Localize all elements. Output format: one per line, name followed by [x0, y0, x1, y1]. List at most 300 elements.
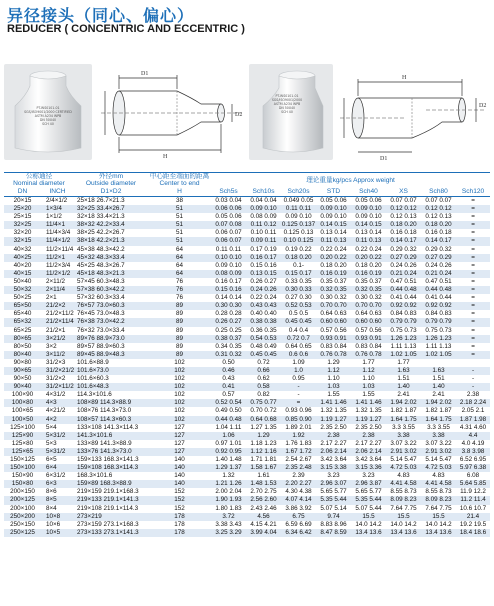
table-cell: 40×25 [4, 254, 41, 262]
table-cell: 102 [174, 391, 185, 399]
table-cell: 0.30 0.32 [355, 294, 382, 302]
table-cell: - [281, 383, 316, 391]
table-cell: 1.64 1.75 [386, 416, 421, 424]
table-cell: 11.2 11.4 [456, 496, 490, 504]
table-cell: 0.60 0.60 [351, 318, 386, 326]
table-cell: 76×57 73.0×60.3 [74, 302, 148, 310]
table-cell: 5.35 5.44 [351, 496, 386, 504]
table-cell: 0.14 0.17 [386, 237, 421, 245]
table-cell: 1.82 1.87 [425, 407, 452, 415]
table-cell: 89×57 88.9×60.3 [77, 342, 125, 350]
table-cell: 0.33 0.35 [285, 277, 312, 285]
table-cell: 0.24 0.26 [390, 261, 417, 269]
table-row [4, 237, 490, 245]
table-cell: 31/2×3 [46, 358, 66, 366]
table-cell: 1.19 1.27 [351, 416, 386, 424]
table-row [4, 278, 490, 286]
col-std: STD [316, 187, 351, 197]
table-cell: 32×15 [4, 237, 41, 245]
table-cell: 1.63 [421, 367, 456, 375]
table-cell: 0.03 0.04 [215, 197, 242, 204]
table-cell: 8.83 8.96 [320, 520, 347, 528]
col-sch10s: Sch10s [246, 187, 281, 197]
table-cell: 0.76 0.78 [351, 351, 386, 359]
table-cell: 0.40 0.40 [250, 310, 277, 318]
approx-weight-header: 理论重量kg/pcs Approx weight [211, 173, 490, 188]
table-cell: 250×150 [10, 520, 35, 528]
table-cell: 0.41 [211, 383, 246, 391]
table-cell: 0.18 0.20 [281, 254, 316, 262]
table-cell: 0.16 0.19 [316, 270, 351, 278]
table-cell: 0.30 0.33 [281, 286, 316, 294]
table-cell: 1.19 1.27 [316, 416, 351, 424]
table-cell: 0.22 0.24 [355, 245, 382, 253]
table-cell: 0.11 0.13 [316, 237, 351, 245]
table-cell: 2.17 2.27 [355, 439, 382, 447]
table-cell: 102 [174, 375, 185, 383]
table-cell: 0.09 0.10 [355, 213, 382, 221]
table-cell: 3.8 3.98 [456, 448, 490, 456]
table-row [4, 399, 490, 407]
photo-marking: ASTM A234 WPB [34, 114, 62, 118]
table-cell: 219×108 219.1×114.3 [77, 504, 139, 512]
table-cell: 0.84 0.83 [425, 310, 452, 318]
table-cell: 0.64 0.65 [285, 342, 312, 350]
table-cell: = [471, 326, 475, 334]
table-cell: 1.67 1.72 [281, 448, 316, 456]
table-cell: 1.63 [386, 367, 421, 375]
table-cell: 1.55 [327, 391, 340, 399]
table-cell: 1.55 [362, 391, 375, 399]
table-cell: 159×133 168.3×141.3 [77, 456, 139, 463]
table-cell: 3.15 3.36 [351, 464, 386, 472]
table-cell: 125×65 [4, 448, 41, 456]
table-cell: 0.10 0.125 [281, 237, 316, 245]
table-cell: 6×31/2 [46, 472, 66, 480]
photo-marking: SGS/ISO9001/2000 [271, 98, 303, 102]
table-cell: 0.30 0.32 [320, 294, 347, 302]
table-cell: 90×50 [13, 375, 32, 383]
table-cell: 1×3/4 [41, 205, 74, 213]
table-cell: 0.93 0.96 [285, 407, 312, 415]
table-cell: 0.64 0.63 [355, 310, 382, 318]
table-cell: 32×25 33.4×26.7 [74, 205, 148, 213]
reducer-dimensions-table [4, 172, 490, 537]
table-cell: 89 [176, 326, 184, 334]
table-cell: 0.52 0.54 [211, 399, 246, 407]
table-cell: 0.60 0.60 [316, 318, 351, 326]
table-cell: 102 [148, 416, 211, 424]
col-dn: DN [4, 187, 41, 197]
table-cell: 21.4 [456, 513, 490, 521]
table-cell: 8.55 8.73 [390, 488, 417, 496]
table-cell: 1.0 [281, 367, 316, 375]
table-cell: 31/2×11/2 [41, 383, 74, 391]
table-cell: 3.23 [362, 472, 375, 480]
table-cell: 0.07 0.07 [425, 197, 452, 204]
table-cell: 3.42 3.64 [355, 456, 382, 463]
table-cell: 80×40 [4, 351, 41, 359]
table-cell: 2.56 2.60 [246, 496, 281, 504]
table-row [4, 246, 490, 254]
table-row [4, 472, 490, 480]
table-cell: 141.3×101.6 [74, 432, 148, 440]
table-cell: 10.6 10.7 [459, 504, 487, 512]
col-sch120: Sch120 [456, 187, 490, 197]
center-to-end-header: 中心距至端面的距离 Center to end [149, 173, 210, 187]
table-cell: 0.14 0.15 [351, 221, 386, 229]
table-cell: 1.11 1.13 [425, 342, 452, 350]
table-cell: 0.79 0.79 [421, 318, 456, 326]
table-cell: 150×90 [11, 472, 34, 480]
table-cell: 90×40 [4, 383, 41, 391]
table-row [4, 294, 490, 302]
table-cell: 0.26 0.27 [211, 318, 246, 326]
table-cell: 0.18 0.20 [355, 261, 382, 269]
table-cell: 0.44 0.48 [211, 416, 246, 424]
table-cell: 2/4×1/2 [46, 197, 68, 204]
table-cell: 0.50 [222, 358, 235, 366]
table-row [4, 440, 490, 448]
table-cell: 0.30 0.30 [211, 302, 246, 310]
table-cell: = [471, 197, 475, 204]
table-cell: 0.62 [257, 375, 270, 383]
table-cell: 50×25 [13, 294, 32, 302]
table-cell: 0.09 0.10 [351, 205, 386, 213]
table-cell: 1.82 1.87 [390, 407, 417, 415]
table-cell: 40×15 [4, 270, 41, 278]
table-cell: 0.57 [222, 391, 235, 399]
table-cell: 50×32 [4, 286, 41, 294]
table-cell: 25×15 [13, 213, 32, 221]
table-row [4, 343, 490, 351]
table-cell: 0.49 0.50 [215, 407, 242, 415]
table-cell: 14.0 14.2 [355, 520, 382, 528]
table-cell: 0.70 0.70 [351, 302, 386, 310]
table-cell: 76 [176, 294, 184, 302]
table-cell: 2.41 [397, 391, 410, 399]
table-cell: 0.05 0.06 [320, 197, 347, 204]
table-cell: = [456, 270, 490, 278]
table-cell: = [471, 310, 475, 318]
table-cell: 38 [176, 197, 184, 204]
table-cell: 38×18 42.2×21.3 [74, 237, 148, 245]
table-cell: 6.75 [281, 513, 316, 521]
table-cell: 2.96 3.87 [351, 480, 386, 488]
table-cell: = [471, 229, 475, 237]
table-cell: 57×45 60.3×48.3 [77, 277, 125, 285]
col-inch: INCH [41, 187, 74, 197]
photo-marking: DN 50X40 [39, 118, 57, 122]
table-cell: 76×45 73.0×48.3 [77, 310, 125, 318]
table-cell: 8×4 [46, 504, 57, 512]
table-cell: 1.03 [316, 383, 351, 391]
table-cell: 0.5 0.5 [288, 310, 309, 318]
table-cell: 2.18 2.24 [456, 399, 490, 407]
title-cn: 异径接头（同心、偏心） [7, 6, 195, 25]
table-cell: = [456, 205, 490, 213]
table-cell: 0.04 0.04 [250, 197, 277, 204]
table-cell: 140 [174, 456, 185, 463]
table-cell: 0.08 0.09 [211, 270, 246, 278]
table-cell: 5.65 5.77 [355, 488, 382, 496]
table-cell: 7.64 7.75 [390, 504, 417, 512]
table-cell: 21/2×11/2 [46, 310, 74, 318]
table-cell: 32×20 [13, 229, 32, 237]
table-cell: 2.70 2.75 [250, 488, 277, 496]
table-cell: 4×31/2 [46, 391, 66, 399]
table-cell [421, 359, 456, 367]
table-cell: 273×219 [74, 513, 148, 521]
table-cell: 0.97 1.01 [215, 439, 242, 447]
table-cell: 0.66 [246, 367, 281, 375]
table-cell: 101.6×73.0 [74, 367, 148, 375]
table-cell: 0.45 0.45 [281, 318, 316, 326]
table-cell: = [456, 254, 490, 262]
table-cell: - [456, 367, 490, 375]
table-row [4, 221, 490, 229]
table-cell: 1.10 [362, 375, 375, 383]
table-cell: 1.51 [397, 375, 410, 383]
table-cell: 1.61 [257, 472, 270, 480]
table-cell: 3.3 3.55 [427, 423, 450, 431]
table-cell: 0.10 0.10 [211, 254, 246, 262]
table-cell: 133×108 141.3×114.3 [77, 423, 139, 431]
table-cell: 89 [148, 351, 211, 359]
table-cell: 13.4 13.6 [351, 529, 386, 537]
table-cell: 4.30 4.38 [285, 488, 312, 496]
nominal-diameter-header: 公称通径 Nominal diameter [4, 173, 74, 188]
table-row [4, 327, 490, 335]
table-cell: 0.43 0.43 [246, 302, 281, 310]
table-row [4, 375, 490, 383]
table-cell: 5×31/2 [41, 448, 74, 456]
table-cell: 0.95 [292, 375, 305, 383]
table-cell: 1.26 1.23 [421, 335, 456, 343]
table-row [4, 391, 490, 399]
table-cell: 0.64 0.68 [246, 416, 281, 424]
table-cell: = [456, 335, 490, 343]
table-cell: 4.83 [432, 472, 445, 480]
table-cell: 0.06 0.07 [211, 237, 246, 245]
table-cell: 2.35 2.50 [355, 423, 382, 431]
table-cell: 0.29 0.32 [425, 245, 452, 253]
table-cell: 15.5 [421, 513, 456, 521]
table-cell: 2×1 [46, 294, 57, 302]
table-cell: 0.85 0.90 [281, 416, 316, 424]
eccentric-reducer-diagram [336, 60, 491, 166]
table-cell: 1.12 [351, 367, 386, 375]
table-cell: 1×1/2 [46, 213, 62, 221]
table-cell: 3.3 3.55 [392, 423, 415, 431]
table-cell: 11/2×3/4 [46, 261, 71, 269]
table-cell: 2.06 2.14 [316, 448, 351, 456]
table-cell: 102 [148, 383, 211, 391]
table-cell: 4.83 [397, 472, 410, 480]
table-cell: 1.04 1.11 [215, 423, 242, 431]
table-cell: 125×90 [4, 432, 41, 440]
table-cell: 0.08 0.09 [250, 213, 277, 221]
table-cell: 0.15 0.16 [250, 261, 277, 269]
table-cell: 3.07 3.22 [390, 439, 417, 447]
table-cell: 0.35 0.37 [320, 277, 347, 285]
table-cell: 13.4 13.6 [386, 529, 421, 537]
table-cell: 0.54 0.53 [246, 335, 281, 343]
table-cell: 5.65 5.77 [320, 488, 347, 496]
table-cell: 18.4 18.6 [456, 529, 490, 537]
table-cell: 51 [148, 221, 211, 229]
table-cell: 1.51 [432, 375, 445, 383]
table-cell: = [456, 286, 490, 294]
table-cell: 0.11 0.12 [246, 221, 281, 229]
table-cell: 64 [148, 270, 211, 278]
table-cell: 0.06 0.06 [211, 205, 246, 213]
table-cell: 50×40 [13, 277, 32, 285]
table-row [4, 286, 490, 294]
table-cell: 1.89 2.01 [285, 423, 312, 431]
table-cell: 0.64 0.63 [320, 310, 347, 318]
table-cell: 0.45 0.45 [246, 351, 281, 359]
table-row [4, 513, 490, 521]
table-cell: = [456, 318, 490, 326]
table-cell: 3.23 [327, 472, 340, 480]
title-en: REDUCER ( CONCENTRIC AND ECCENTRIC ) [7, 23, 245, 35]
concentric-reducer-photo [4, 64, 92, 160]
table-cell: 2.54 2.67 [285, 456, 312, 463]
table-cell: 0.11 0.11 [281, 205, 316, 213]
table-cell: 0.05 0.06 [215, 213, 242, 221]
table-row [4, 302, 490, 310]
table-cell: 178 [148, 529, 211, 537]
table-cell: 89 [148, 318, 211, 326]
table-cell: 0.20 0.22 [316, 254, 351, 262]
label-d2: D2 [479, 103, 487, 109]
table-cell: 11/4×1/2 [41, 237, 74, 245]
table-row [4, 488, 490, 496]
table-cell: 1.09 [292, 358, 305, 366]
table-cell: 32×25 [4, 221, 41, 229]
table-cell: 168.3×101.6 [77, 472, 113, 480]
table-cell: 2.41 [432, 391, 445, 399]
table-cell: 1.21 1.26 [211, 480, 246, 488]
table-cell: 150×125 [10, 456, 35, 463]
table-cell: 2.00 2.04 [215, 488, 242, 496]
table-cell: 0.4 0.4 [288, 326, 309, 334]
table-row [4, 229, 490, 237]
table-cell: 89×76 88.9×73.0 [74, 335, 148, 343]
table-cell: 5×4 [46, 423, 57, 431]
table-row [4, 529, 490, 537]
table-cell: 0.41 0.44 [425, 294, 452, 302]
table-row [4, 416, 490, 424]
table-cell: 1.92 [281, 432, 316, 440]
table-cell: 2.91 3.02 [386, 448, 421, 456]
table-cell: 0.93 0.91 [351, 335, 386, 343]
table-cell: 0.049 0.05 [283, 197, 314, 204]
table-cell: 152 [174, 504, 185, 512]
table-cell: 57×38 60.3×42.2 [74, 286, 148, 294]
table-cell: 6×3 [41, 480, 74, 488]
table-cell: 0.47 0.51 [390, 277, 417, 285]
table-cell: 0.18 0.20 [386, 221, 421, 229]
table-cell: 0.125 0.13 [283, 229, 314, 237]
table-cell: 0.24 0.26 [246, 286, 281, 294]
table-cell: 0.15 0.16 [211, 286, 246, 294]
table-cell: 0.38 0.37 [211, 335, 246, 343]
table-cell: 0.84 0.83 [390, 310, 417, 318]
table-cell: 25×18 26.7×21.3 [77, 197, 125, 204]
table-cell: 3.07 3.22 [425, 439, 452, 447]
table-cell: 2.38 [351, 432, 386, 440]
table-cell: 0.27 0.29 [386, 254, 421, 262]
table-cell: 1.41 1.46 [316, 399, 351, 407]
col-sch5s: Sch5s [211, 187, 246, 197]
table-cell: 2.96 3.07 [316, 480, 351, 488]
label-d1: D1 [141, 71, 149, 77]
table-cell: 0.83 0.84 [320, 342, 347, 350]
table-cell: 25×20 [4, 205, 41, 213]
table-cell: 0.125 0.137 [281, 221, 316, 229]
table-cell: 125×100 [10, 423, 35, 431]
table-cell: 250×200 [4, 513, 41, 521]
table-cell: 1.77 [397, 358, 410, 366]
table-cell: 45×32 48.3×33.4 [74, 254, 148, 262]
table-cell: 2×11/2 [46, 277, 65, 285]
label-d1: D1 [380, 156, 388, 162]
table-cell: 4.15 4.21 [250, 520, 277, 528]
photo-marking: SGS/ISO9001/2000 CERTIFIED [24, 110, 72, 114]
table-cell: 2.20 2.27 [281, 480, 316, 488]
table-cell: 0.35 0.37 [355, 277, 382, 285]
table-cell: 38×32 42.2×33.4 [74, 221, 148, 229]
table-cell: 0.6 0.6 [281, 351, 316, 359]
table-cell: 11/4×1 [41, 221, 74, 229]
table-cell: 150×100 [4, 464, 41, 472]
table-cell: 1.90 1.93 [211, 496, 246, 504]
table-cell: 3×21/2 [41, 335, 74, 343]
table-cell: 4.41 4.58 [421, 480, 456, 488]
table-cell: 0.76 0.78 [316, 351, 351, 359]
table-cell: 0.93 0.91 [316, 335, 351, 343]
table-cell: 152 [148, 496, 211, 504]
table-cell: 45×38 48.3×42.2 [77, 245, 125, 253]
table-cell: 0.09 0.10 [320, 213, 347, 221]
table-cell: 11/2×1/2 [41, 270, 74, 278]
table-cell: 1.12 [316, 367, 351, 375]
col-sch20s: Sch20s [281, 187, 316, 197]
table-cell: 20×15 [13, 197, 32, 204]
table-cell: = [471, 277, 475, 285]
table-cell: 0.72 0.7 [281, 335, 316, 343]
table-row [4, 213, 490, 221]
table-cell: 127 [148, 448, 211, 456]
table-cell: 90×80 [13, 358, 32, 366]
table-cell: 3.25 3.29 [211, 529, 246, 537]
table-row [4, 197, 490, 206]
table-cell: 76×38 73.0×42.2 [74, 318, 148, 326]
label-h: H [163, 154, 168, 160]
table-cell: 0.57 0.56 [320, 326, 347, 334]
table-cell: 0.92 0.92 [386, 302, 421, 310]
table-cell: 15.5 [386, 513, 421, 521]
table-cell: 1.41 1.46 [351, 399, 386, 407]
table-cell: 140 [148, 480, 211, 488]
table-cell: 3.15 3.38 [316, 464, 351, 472]
table-cell: 0.09 0.10 [246, 205, 281, 213]
table-cell: 0.82 [257, 391, 270, 399]
table-cell: 0.24 0.26 [425, 261, 452, 269]
table-cell: 5.14 5.47 [390, 456, 417, 463]
